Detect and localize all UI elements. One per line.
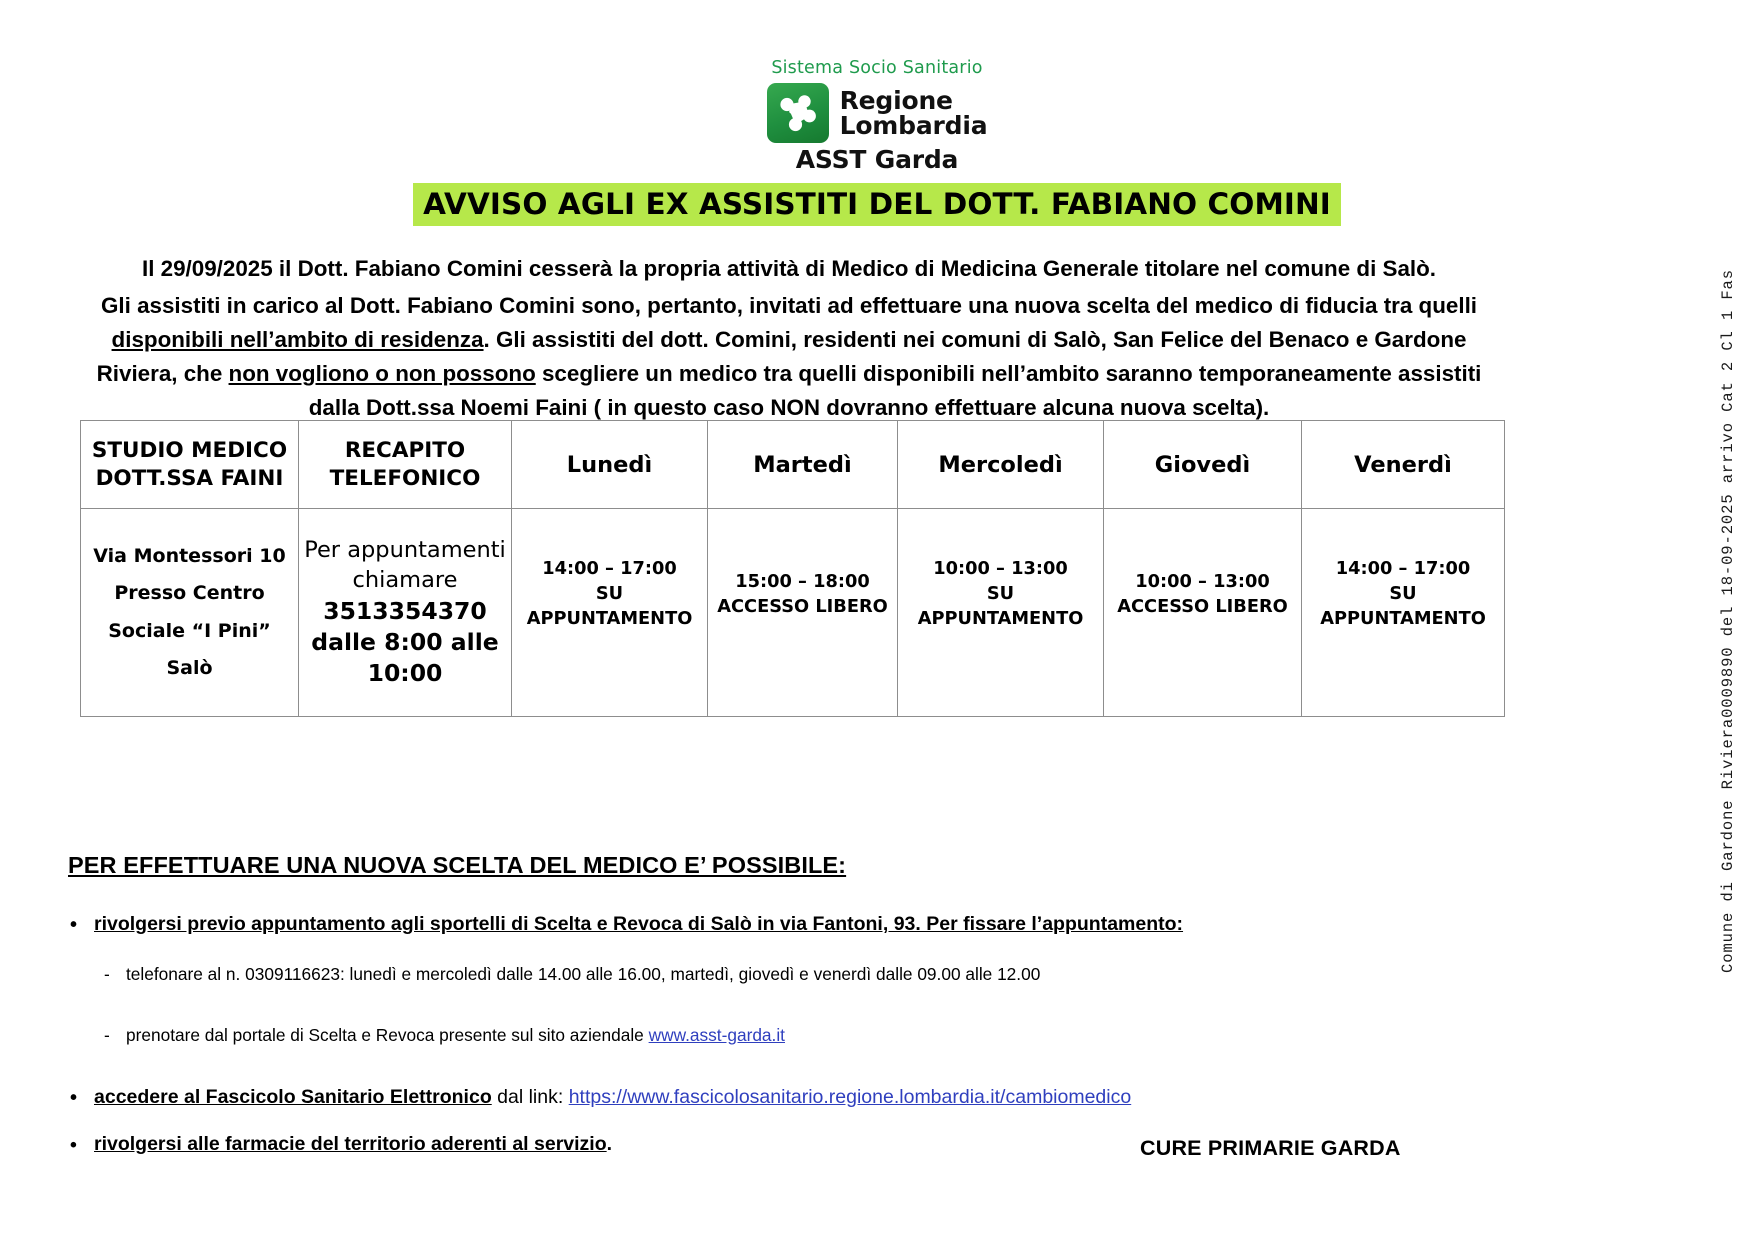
page-title: AVVISO AGLI EX ASSISTITI DEL DOTT. FABIANO COMINI [413, 183, 1341, 226]
table-header-row [81, 421, 1505, 509]
bullet-3-text: rivolgersi alle farmacie del territorio aderenti al servizio [94, 1133, 607, 1155]
intro-p2-part-a: Gli assistiti in carico al Dott. Fabiano Comini sono, pertanto, invitati ad effettuare una nuova scelta del medico di fiducia tra quelli [100, 293, 1478, 319]
cell-schedule-venerdi [1302, 509, 1505, 717]
intro-text [80, 252, 1498, 428]
schedule-mode-lunedi: SU APPUNTAMENTO [526, 583, 693, 629]
list-item [70, 911, 1488, 1046]
table-header-day-martedi: Martedì [708, 421, 898, 509]
schedule-time-lunedi: 14:00 – 17:00 [542, 558, 677, 580]
instructions-last-item [68, 1133, 968, 1156]
table-header-day-venerdi: Venerdì [1302, 421, 1505, 509]
table-header-studio [81, 421, 299, 509]
signature-line: CURE PRIMARIE GARDA [1140, 1136, 1401, 1160]
regione-lombardia-rose-icon [767, 83, 829, 143]
header-logo-block [0, 58, 1754, 174]
intro-p2-part-b: . Gli assistiti del dott. Comini, residenti nei comuni di Salò, San Felice del Benaco e Gardone Riviera, che [96, 327, 1467, 387]
phone-instruction-line1: Per appuntamenti [304, 537, 506, 564]
schedule-time-venerdi: 14:00 – 17:00 [1335, 558, 1471, 580]
cell-address [81, 509, 299, 717]
bullet-icon: • [70, 1134, 77, 1156]
table-header-phone-line1: RECAPITO [344, 437, 466, 463]
logo-tagline: Sistema Socio Sanitario [771, 58, 983, 78]
schedule-time-giovedi: 10:00 – 13:00 [1135, 570, 1270, 592]
instructions-list [68, 911, 1488, 1111]
logo-word-regione: Regione [839, 85, 953, 115]
protocol-stamp-text: Comune di Gardone Riviera0009890 del 18-09-2025 arrivo Cat 2 Cl 1 Fas [1719, 268, 1737, 973]
logo-word-lombardia: Lombardia [839, 111, 988, 140]
schedule-mode-mercoledi: SU APPUNTAMENTO [917, 583, 1084, 629]
logo-row [767, 83, 988, 143]
logo-asst-garda: ASST Garda [795, 145, 959, 174]
table-header-studio-line1: STUDIO MEDICO [91, 437, 288, 463]
dash-icon: - [104, 964, 110, 985]
list-item [104, 1024, 1488, 1046]
bullet-2-text: accedere al Fascicolo Sanitario Elettronico [94, 1086, 492, 1109]
phone-instruction-line2: chiamare [352, 566, 458, 593]
address-line-4: Salò [166, 656, 213, 679]
sub-bullet-2-text: prenotare dal portale di Scelta e Revoca presente sul sito aziendale [126, 1024, 649, 1045]
address-line-1: Via Montessori 10 [93, 545, 286, 568]
logo-wordmark [839, 85, 988, 140]
table-header-day-mercoledi: Mercoledì [898, 421, 1104, 509]
list-item [104, 963, 1488, 985]
page-title-wrap [0, 183, 1754, 226]
table-header-day-giovedi: Giovedì [1104, 421, 1302, 509]
bullet-1-text: rivolgersi previo appuntamento agli sportelli di Scelta e Revoca di Salò in via Fantoni, 93. Per fissare l’appuntamento: [94, 913, 1184, 935]
phone-number: 3513354370 [323, 596, 487, 625]
intro-paragraph-1: Il 29/09/2025 il Dott. Fabiano Comini cesserà la propria attività di Medico di Medicina Generale titolare nel comune di Salò. [141, 256, 1437, 281]
phone-hours: dalle 8:00 alle 10:00 [311, 627, 499, 687]
list-item [70, 1084, 1488, 1110]
instructions-heading: PER EFFETTUARE UNA NUOVA SCELTA DEL MEDICO E’ POSSIBILE: [68, 852, 847, 878]
schedule-table-wrap [80, 420, 1504, 717]
schedule-mode-martedi: ACCESSO LIBERO [717, 595, 888, 617]
instructions-section [68, 852, 1488, 1141]
cell-schedule-martedi [708, 509, 898, 717]
table-header-day-lunedi: Lunedì [512, 421, 708, 509]
dash-icon: - [104, 1024, 110, 1045]
fascicolo-sanitario-link[interactable]: https://www.fascicolosanitario.regione.lombardia.it/cambiomedico [568, 1086, 1132, 1109]
table-row [81, 509, 1505, 717]
schedule-time-mercoledi: 10:00 – 13:00 [933, 558, 1068, 580]
schedule-time-martedi: 15:00 – 18:00 [735, 570, 870, 592]
cell-schedule-giovedi [1104, 509, 1302, 717]
intro-p2-underline-2: non vogliono o non possono [228, 361, 536, 387]
address-line-2: Presso Centro [114, 582, 265, 605]
bullet-icon: • [70, 914, 78, 936]
cell-phone [299, 509, 512, 717]
schedule-table [80, 420, 1505, 717]
bullet-2-suffix: dal link: [491, 1086, 569, 1109]
table-header-studio-line2: DOTT.SSA FAINI [95, 465, 284, 491]
cell-schedule-lunedi [512, 509, 708, 717]
bullet-3-suffix: . [606, 1133, 613, 1155]
asst-garda-website-link[interactable]: www.asst-garda.it [648, 1024, 785, 1045]
table-header-phone-line2: TELEFONICO [329, 465, 481, 491]
schedule-mode-giovedi: ACCESSO LIBERO [1117, 595, 1288, 617]
sub-instructions-list [94, 963, 1488, 1046]
address-line-3: Sociale “I Pini” [108, 619, 271, 642]
sub-bullet-1-text: telefonare al n. 0309116623: lunedì e mercoledì dalle 14.00 alle 16.00, martedì, giovedì e venerdì dalle 09.00 alle 12.00 [126, 964, 1041, 985]
table-header-phone [299, 421, 512, 509]
schedule-mode-venerdi: SU APPUNTAMENTO [1320, 583, 1486, 629]
bullet-icon: • [70, 1087, 78, 1110]
intro-paragraph-2 [80, 289, 1498, 425]
intro-p2-underline-1: disponibili nell’ambito di residenza [111, 327, 484, 353]
intro-p2-part-c: scegliere un medico tra quelli disponibili nell’ambito saranno temporaneamente assistiti dalla Dott.ssa Noemi Faini ( in questo caso NON dovranno effettuare alcuna nuova scelta). [308, 361, 1482, 421]
cell-schedule-mercoledi [898, 509, 1104, 717]
